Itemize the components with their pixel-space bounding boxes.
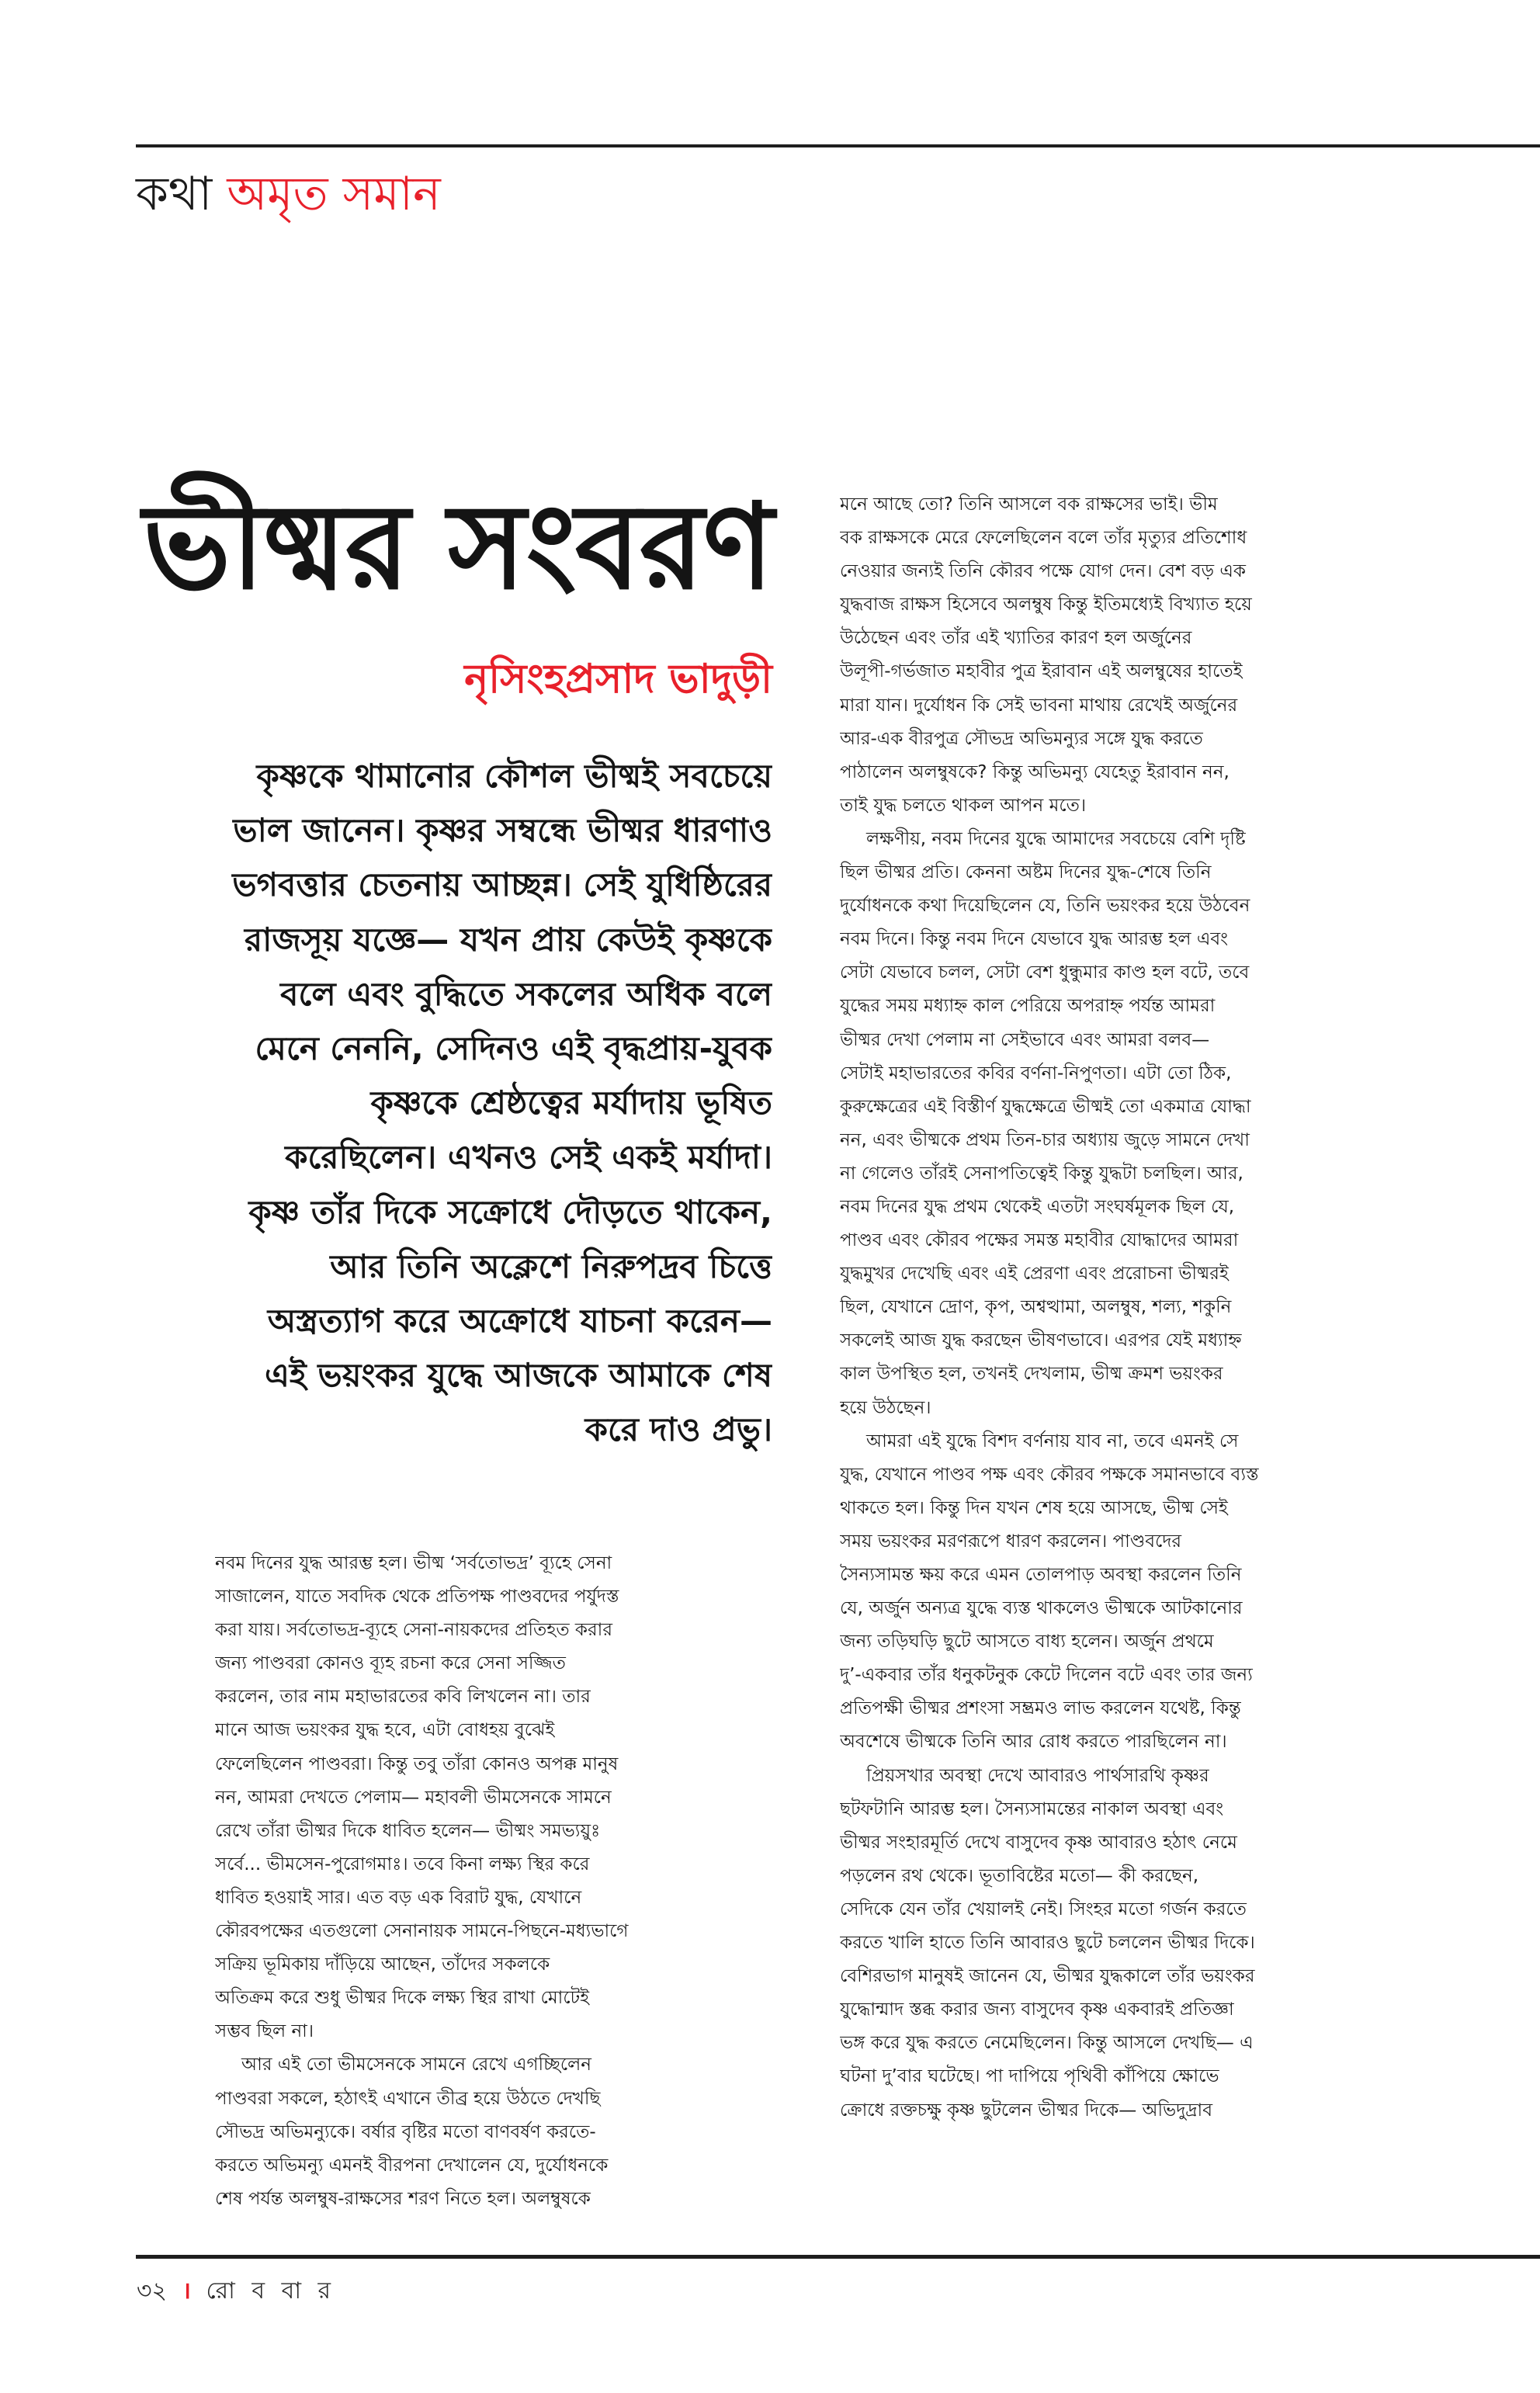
- body-text-line: যুদ্ধের সময় মধ্যাহ্ন কাল পেরিয়ে অপরাহ্ন পর্যন্ত আমরা: [840, 996, 1216, 1017]
- body-text-line: দু’-একবার তাঁর ধনুকটনুক কেটে দিলেন বটে এবং তার জন্য: [840, 1665, 1253, 1686]
- body-text-line: ছটফটানি আরম্ভ হল। সৈন্যসামন্তের নাকাল অবস্থা এবং: [840, 1798, 1224, 1819]
- body-text-line: পাণ্ডব এবং কৌরব পক্ষের সমস্ত মহাবীর যোদ্ধাদের আমরা: [840, 1230, 1239, 1251]
- body-text-line: নন, এবং ভীষ্মকে প্রথম তিন-চার অধ্যায় জুড়ে সামনে দেখা: [840, 1129, 1250, 1150]
- body-text-line: সেদিকে যেন তাঁর খেয়ালই নেই। সিংহর মতো গর্জন করতে: [840, 1899, 1247, 1920]
- body-text-line: আর-এক বীরপুত্র সৌভদ্র অভিমন্যুর সঙ্গে যুদ্ধ করতে: [840, 728, 1203, 749]
- body-text-line: আমরা এই যুদ্ধে বিশদ বর্ণনায় যাব না, তবে এমনই সে: [866, 1431, 1239, 1451]
- body-text-line: নবম দিনের যুদ্ধ প্রথম থেকেই এতটা সংঘর্ষমূলক ছিল যে,: [840, 1196, 1235, 1217]
- body-text-line: ফেলেছিলেন পাণ্ডবরা। কিন্তু তবু তাঁরা কোনও অপক্ক মানুষ: [215, 1753, 619, 1774]
- body-text-line: কুরুক্ষেত্রের এই বিস্তীর্ণ যুদ্ধক্ষেত্রে ভীষ্মই তো একমাত্র যোদ্ধা: [840, 1096, 1251, 1117]
- body-text-line: সক্রিয় ভূমিকায় দাঁড়িয়ে আছেন, তাঁদের সকলকে: [215, 1954, 550, 1975]
- body-text-line: যে, অর্জুন অন্যত্র যুদ্ধে ব্যস্ত থাকলেও ভীষ্মকে আটকানোর: [840, 1598, 1243, 1619]
- body-text-line: অতিক্রম করে শুধু ভীষ্মর দিকে লক্ষ্য স্থির রাখা মোটেই: [215, 1988, 590, 2009]
- body-text-line: যুদ্ধ, যেখানে পাণ্ডব পক্ষ এবং কৌরব পক্ষকে সমানভাবে ব্যস্ত: [840, 1464, 1259, 1485]
- body-text-line: কাল উপস্থিত হল, তখনই দেখলাম, ভীষ্ম ক্রমশ ভয়ংকর: [840, 1364, 1223, 1385]
- body-text-line: যুদ্ধোন্মাদ স্তব্ধ করার জন্য বাসুদেব কৃষ্ণ একবারই প্রতিজ্ঞা: [840, 1999, 1234, 2020]
- body-text-line: ছিল, যেখানে দ্রোণ, কৃপ, অশ্বত্থামা, অলম্বুষ, শল্য, শকুনি: [840, 1297, 1232, 1318]
- body-text-line: বেশিরভাগ মানুষই জানেন যে, ভীষ্মর যুদ্ধকালে তাঁর ভয়ংকর: [840, 1966, 1255, 1987]
- body-text-line: পাঠালেন অলম্বুষকে? কিন্তু অভিমন্যু যেহেতু ইরাবান নন,: [840, 761, 1230, 782]
- body-text-line: উঠেছেন এবং তাঁর এই খ্যাতির কারণ হল অর্জুনের: [840, 628, 1192, 649]
- body-text-line: প্রিয়সখার অবস্থা দেখে আবারও পার্থসারথি কৃষ্ণর: [866, 1765, 1209, 1786]
- body-text-line: ভঙ্গ করে যুদ্ধ করতে নেমেছিলেন। কিন্তু আসলে দেখছি— এ: [840, 2033, 1254, 2054]
- body-text-line: সৈন্যসামন্ত ক্ষয় করে এমন তোলপাড় অবস্থা করলেন তিনি: [840, 1565, 1242, 1585]
- section-heading: [136, 159, 441, 229]
- body-text-line: ভীষ্মর সংহারমূর্তি দেখে বাসুদেব কৃষ্ণ আবারও হঠাৎ নেমে: [840, 1832, 1237, 1853]
- pull-quote-line: আর তিনি অক্লেশে নিরুপদ্রব চিত্তে: [330, 1247, 772, 1285]
- body-text-line: সেটাই মহাভারতের কবির বর্ণনা-নিপুণতা। এটা তো ঠিক,: [840, 1063, 1232, 1084]
- pull-quote-line: ভগবত্তার চেতনায় আচ্ছন্ন। সেই যুধিষ্ঠিরের: [232, 865, 772, 904]
- author-byline: নৃসিংহপ্রসাদ ভাদুড়ী: [464, 656, 772, 702]
- body-text-line: নবম দিনে। কিন্তু নবম দিনে যেভাবে যুদ্ধ আরম্ভ হল এবং: [840, 929, 1229, 950]
- body-text-line: মারা যান। দুর্যোধন কি সেই ভাবনা মাথায় রেখেই অর্জুনের: [840, 695, 1238, 716]
- body-text-line: করলেন, তার নাম মহাভারতের কবি লিখলেন না। তার: [215, 1687, 591, 1708]
- body-text-line: বক রাক্ষসকে মেরে ফেলেছিলেন বলে তাঁর মৃত্যুর প্রতিশোধ: [840, 528, 1247, 549]
- body-text-line: নবম দিনের যুদ্ধ আরম্ভ হল। ভীষ্ম ‘সর্বতোভদ্র’ ব্যূহে সেনা: [215, 1553, 612, 1573]
- body-text-line: ঘটনা দু’বার ঘটেছে। পা দাপিয়ে পৃথিবী কাঁপিয়ে ক্ষোভে: [840, 2066, 1219, 2087]
- bottom-rule: [136, 2255, 1540, 2259]
- body-text-line: জন্য তড়িঘড়ি ছুটে আসতে বাধ্য হলেন। অর্জুন প্রথমে: [840, 1632, 1214, 1653]
- page-number: ৩২: [137, 2277, 168, 2305]
- body-text-line: ছিল ভীষ্মর প্রতি। কেননা অষ্টম দিনের যুদ্ধ-শেষে তিনি: [840, 862, 1212, 883]
- footer-separator: ।: [182, 2277, 191, 2305]
- body-text-line: যুদ্ধবাজ রাক্ষস হিসেবে অলম্বুষ কিন্তু ইতিমধ্যেই বিখ্যাত হয়ে: [840, 595, 1252, 616]
- pull-quote-line: বলে এবং বুদ্ধিতে সকলের অধিক বলে: [280, 974, 772, 1013]
- pull-quote-line: কৃষ্ণকে শ্রেষ্ঠত্বের মর্যাদায় ভূষিত: [370, 1084, 772, 1122]
- body-text-line: সর্বে... ভীমসেন-পুরোগমাঃ। তবে কিনা লক্ষ্য স্থির করে: [215, 1854, 590, 1875]
- body-text-line: পাণ্ডবরা সকলে, হঠাৎই এখানে তীব্র হয়ে উঠতে দেখছি: [215, 2088, 601, 2109]
- section-label-red: অমৃত সমান: [227, 167, 441, 221]
- body-text-line: নেওয়ার জন্যই তিনি কৌরব পক্ষে যোগ দেন। বেশ বড় এক: [840, 561, 1246, 582]
- body-text-line: সময় ভয়ংকর মরণরূপে ধারণ করলেন। পাণ্ডবদের: [840, 1531, 1182, 1552]
- body-text-line: হয়ে উঠছেন।: [840, 1397, 931, 1418]
- body-text-line: সাজালেন, যাতে সবদিক থেকে প্রতিপক্ষ পাণ্ডবদের পর্যুদস্ত: [215, 1587, 619, 1607]
- body-text-line: তাই যুদ্ধ চলতে থাকল আপন মতে।: [840, 795, 1087, 816]
- pull-quote-line: ভাল জানেন। কৃষ্ণর সম্বন্ধে ভীষ্মর ধারণাও: [233, 811, 772, 850]
- body-text-line: কৌরবপক্ষের এতগুলো সেনানায়ক সামনে-পিছনে-মধ্যভাগে: [215, 1921, 629, 1942]
- pull-quote-line: রাজসূয় যজ্ঞে— যখন প্রায় কেউই কৃষ্ণকে: [245, 920, 772, 959]
- body-text-line: রেখে তাঁরা ভীষ্মর দিকে ধাবিত হলেন— ভীষ্মং সমভ্যয়ুঃ: [215, 1820, 601, 1841]
- body-text-line: প্রতিপক্ষী ভীষ্মর প্রশংসা সম্ভ্রমও লাভ করলেন যথেষ্ট, কিন্তু: [840, 1698, 1241, 1719]
- pull-quote-line: করেছিলেন। এখনও সেই একই মর্যাদা।: [285, 1138, 772, 1177]
- body-column-right: [840, 488, 1438, 2128]
- body-text-line: সেটা যেভাবে চলল, সেটা বেশ ধুন্ধুমার কাণ্ড হল বটে, তবে: [840, 962, 1250, 983]
- pull-quote-line: মেনে নেননি, সেদিনও এই বৃদ্ধপ্রায়-যুবক: [255, 1028, 772, 1067]
- section-label-black: কথা: [136, 167, 213, 221]
- body-text-line: আর এই তো ভীমসেনকে সামনে রেখে এগচ্ছিলেন: [241, 2055, 592, 2076]
- article-title: ভীষ্মর সংবরণ: [143, 478, 772, 616]
- body-text-line: না গেলেও তাঁরই সেনাপতিত্বেই কিন্তু যুদ্ধটা চলছিল। আর,: [840, 1163, 1243, 1184]
- body-text-line: ধাবিত হওয়াই সার। এত বড় এক বিরাট যুদ্ধ, যেখানে: [215, 1887, 582, 1908]
- body-column-left: [215, 1547, 782, 2216]
- body-text-line: মানে আজ ভয়ংকর যুদ্ধ হবে, এটা বোধহয় বুঝেই: [215, 1720, 555, 1741]
- body-text-line: পড়লেন রথ থেকে। ভূতাবিষ্টের মতো— কী করছেন,: [840, 1865, 1199, 1886]
- body-text-line: অবশেষে ভীষ্মকে তিনি আর রোধ করতে পারছিলেন না।: [840, 1732, 1227, 1753]
- body-text-line: উলূপী-গর্ভজাত মহাবীর পুত্র ইরাবান এই অলম্বুষের হাতেই: [840, 661, 1243, 682]
- body-text-line: থাকতে হল। কিন্তু দিন যখন শেষ হয়ে আসছে, ভীষ্ম সেই: [840, 1497, 1228, 1518]
- page-footer: [137, 2274, 335, 2308]
- body-text-line: সৌভদ্র অভিমন্যুকে। বর্ষার বৃষ্টির মতো বাণবর্ষণ করতে-: [215, 2121, 596, 2142]
- pull-quote: [136, 749, 772, 1457]
- pull-quote-line: কৃষ্ণকে থামানোর কৌশল ভীষ্মই সবচেয়ে: [256, 757, 772, 795]
- pull-quote-line: কৃষ্ণ তাঁর দিকে সক্রোধে দৌড়তে থাকেন,: [248, 1192, 772, 1231]
- body-text-line: শেষ পর্যন্ত অলম্বুষ-রাক্ষসের শরণ নিতে হল। অলম্বুষকে: [215, 2188, 591, 2209]
- body-text-line: করা যায়। সর্বতোভদ্র-ব্যূহে সেনা-নায়কদের প্রতিহত করার: [215, 1620, 612, 1641]
- body-text-line: নন, আমরা দেখতে পেলাম— মহাবলী ভীমসেনকে সামনে: [215, 1787, 612, 1808]
- body-text-line: লক্ষণীয়, নবম দিনের যুদ্ধে আমাদের সবচেয়ে বেশি দৃষ্টি: [866, 828, 1246, 849]
- body-text-line: মনে আছে তো? তিনি আসলে বক রাক্ষসের ভাই। ভীম: [840, 494, 1218, 515]
- publication-name: রো ব বা র: [206, 2277, 336, 2305]
- body-text-line: জন্য পাণ্ডবরা কোনও ব্যূহ রচনা করে সেনা সজ্জিত: [215, 1653, 566, 1674]
- pull-quote-line: এই ভয়ংকর যুদ্ধে আজকে আমাকে শেষ: [264, 1356, 772, 1395]
- pull-quote-line: অস্ত্রত্যাগ করে অক্রোধে যাচনা করেন—: [267, 1301, 772, 1340]
- body-text-line: সম্ভব ছিল না।: [215, 2021, 314, 2042]
- body-text-line: ক্রোধে রক্তচক্ষু কৃষ্ণ ছুটলেন ভীষ্মর দিকে— অভিদুদ্রাব: [840, 2100, 1213, 2121]
- top-rule: [136, 144, 1540, 147]
- body-text-line: দুর্যোধনকে কথা দিয়েছিলেন যে, তিনি ভয়ংকর হয়ে উঠবেন: [840, 896, 1250, 917]
- body-text-line: যুদ্ধমুখর দেখেছি এবং এই প্রেরণা এবং প্ররোচনা ভীষ্মরই: [840, 1264, 1229, 1285]
- body-text-line: সকলেই আজ যুদ্ধ করছেন ভীষণভাবে। এরপর যেই মধ্যাহ্ন: [840, 1330, 1242, 1351]
- body-text-line: ভীষ্মর দেখা পেলাম না সেইভাবে এবং আমরা বলব—: [840, 1029, 1210, 1050]
- body-text-line: করতে খালি হাতে তিনি আবারও ছুটে চললেন ভীষ্মর দিকে।: [840, 1933, 1255, 1954]
- pull-quote-line: করে দাও প্রভু।: [584, 1410, 772, 1449]
- body-text-line: করতে অভিমন্যু এমনই বীরপনা দেখালেন যে, দুর্যোধনকে: [215, 2155, 609, 2176]
